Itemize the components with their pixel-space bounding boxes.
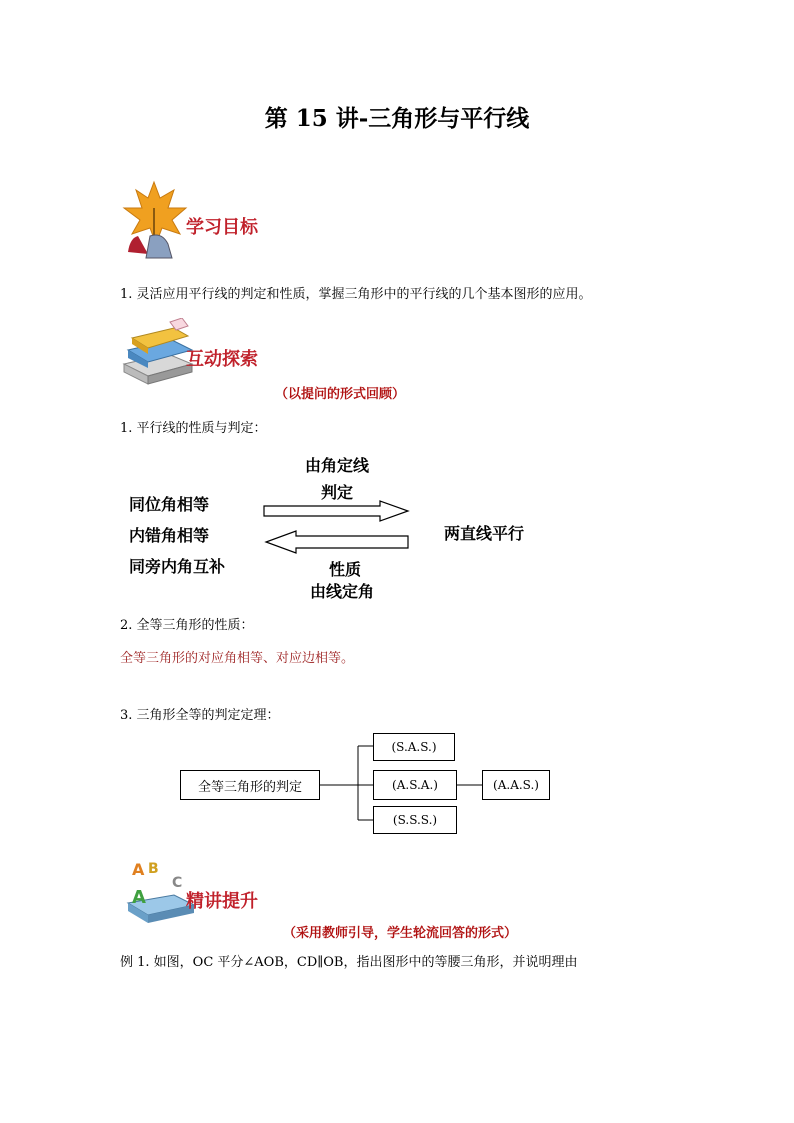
explore-item-3: 3. 三角形全等的判定定理： xyxy=(120,708,280,723)
label-angle-to-line: 由角定线 xyxy=(305,456,370,475)
svg-text:B: B xyxy=(148,861,159,877)
left-arrow-icon xyxy=(266,531,408,553)
page-title: 第 15 讲-三角形与平行线 xyxy=(264,105,530,132)
explore-item-1: 1. 平行线的性质与判定： xyxy=(120,421,267,436)
lecture-note: （采用教师引导，学生轮流回答的形式） xyxy=(283,926,518,941)
label-line-to-angle: 由线定角 xyxy=(310,582,375,601)
arrows-graphic xyxy=(260,498,416,558)
label-alternate-angles: 内错角相等 xyxy=(129,526,210,545)
label-property: 性质 xyxy=(329,560,362,579)
tree-root-box: 全等三角形的判定 xyxy=(180,770,320,800)
label-lines-parallel: 两直线平行 xyxy=(444,524,525,543)
label-co-interior-angles: 同旁内角互补 xyxy=(129,557,226,576)
maple-bell-icon xyxy=(118,178,190,260)
abc-book-icon xyxy=(118,855,196,925)
tree-asa-box: (A.S.A.) xyxy=(373,770,457,800)
label-judgement: 判定 xyxy=(321,483,354,502)
tree-sas-box: (S.A.S.) xyxy=(373,733,455,761)
explore-heading: 互动探索 xyxy=(186,349,258,370)
svg-text:C: C xyxy=(172,875,183,891)
svg-text:A: A xyxy=(132,887,146,908)
letter-a-icon: A xyxy=(132,860,145,879)
goals-heading: 学习目标 xyxy=(186,217,258,238)
explore-item-2: 2. 全等三角形的性质： xyxy=(120,618,254,633)
example-1: 例 1. 如图，OC 平分∠AOB，CD∥OB，指出图形中的等腰三角形，并说明理由 xyxy=(120,955,578,970)
explore-note: （以提问的形式回顾） xyxy=(275,387,406,402)
right-arrow-icon xyxy=(264,501,408,521)
label-corresponding-angles: 同位角相等 xyxy=(129,495,210,514)
goals-item-1: 1. 灵活应用平行线的判定和性质，掌握三角形中的平行线的几个基本图形的应用。 xyxy=(120,287,592,302)
tree-aas-box: (A.A.S.) xyxy=(482,770,550,800)
lecture-heading: 精讲提升 xyxy=(186,891,258,912)
congruence-property-answer: 全等三角形的对应角相等、对应边相等。 xyxy=(120,651,355,666)
tree-sss-box: (S.S.S.) xyxy=(373,806,457,834)
